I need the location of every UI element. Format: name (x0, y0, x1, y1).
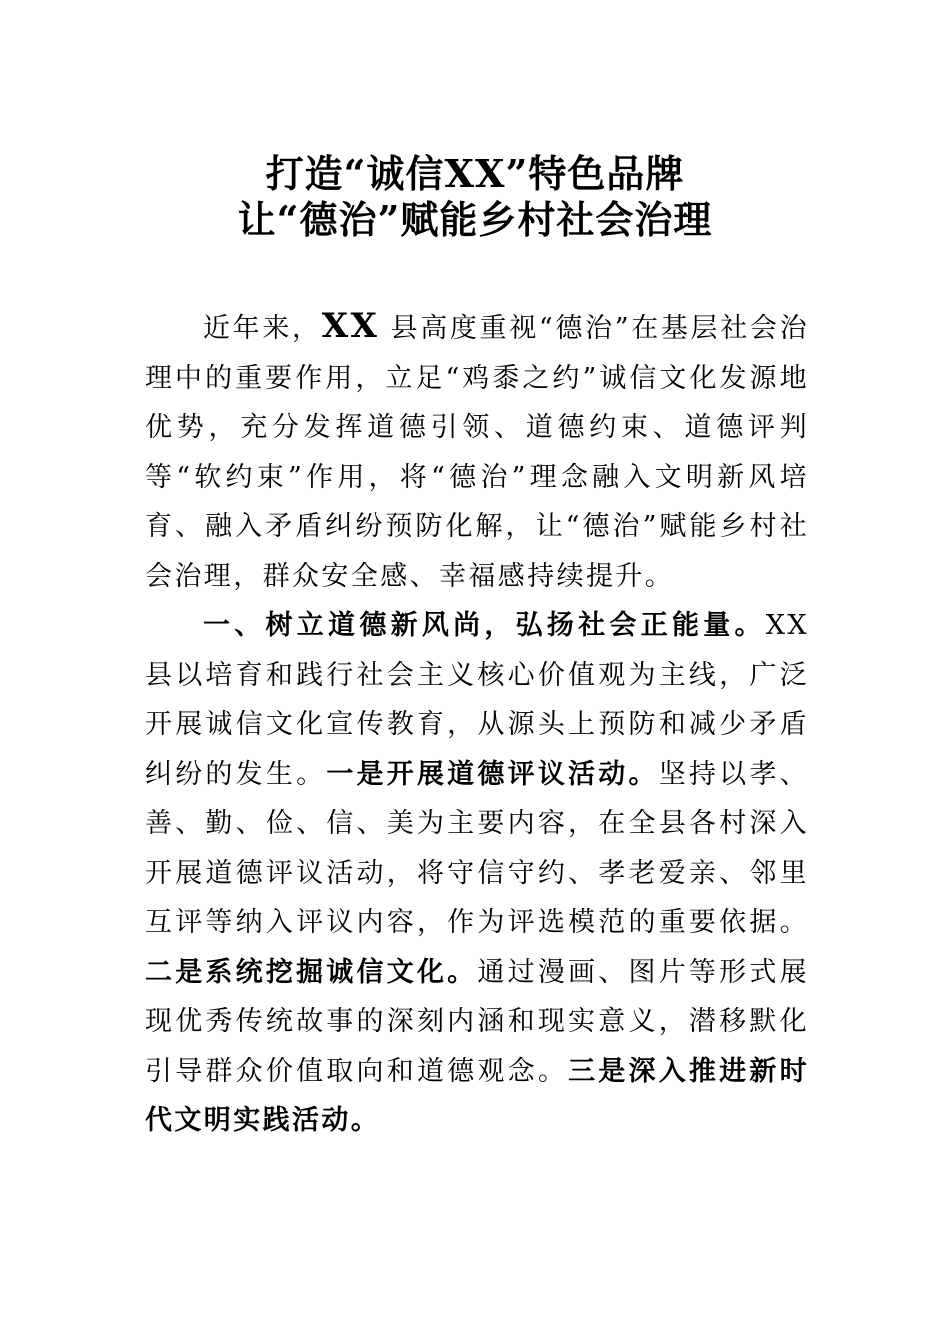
section-1-text-1: XX 县以培育和践行社会主义核心价值观为主线，广泛开展诚信文化宣传教育，从源头上预防和减少矛盾纠纷的发生。 (145, 610, 809, 790)
intro-xx: XX (321, 306, 380, 346)
section-1-point-1: 一是开展道德评议活动。 (326, 758, 659, 790)
document-title-line-1: 打造“诚信XX”特色品牌 (265, 151, 685, 196)
intro-text: 县高度重视“德治”在基层社会治理中的重要作用，立足“鸡黍之约”诚信文化发源地优势，充分发挥道德引领、道德约束、道德评判等“软约束”作用，将“德治”理念融入文明新风培育、融入矛盾纠纷预防化解，让“德治”赋能乡村社会治理，群众安全感、幸福感持续提升。 (145, 313, 809, 592)
document-body (145, 302, 809, 1146)
section-1-text-2: 坚持以孝、善、勤、俭、信、美为主要内容，在全县各村深入开展道德评议活动，将守信守约、孝老爱亲、邻里互评等纳入评议内容，作为评选模范的重要依据。 (145, 758, 809, 938)
section-1-point-2: 二是系统挖掘诚信文化。 (145, 956, 478, 988)
intro-paragraph (145, 302, 809, 601)
section-1-paragraph (145, 601, 809, 1146)
section-1-point-3: 三是深入推进新时代文明实践活动。 (145, 1055, 809, 1136)
section-1-text-3: 通过漫画、图片等形式展现优秀传统故事的深刻内涵和现实意义，潜移默化引导群众价值取向和道德观念。 (145, 956, 809, 1087)
intro-lead: 近年来， (203, 313, 322, 344)
document-title-line-2: 让“德治”赋能乡村社会治理 (237, 197, 713, 242)
section-1-heading: 一、树立道德新风尚，弘扬社会正能量。 (203, 610, 766, 641)
